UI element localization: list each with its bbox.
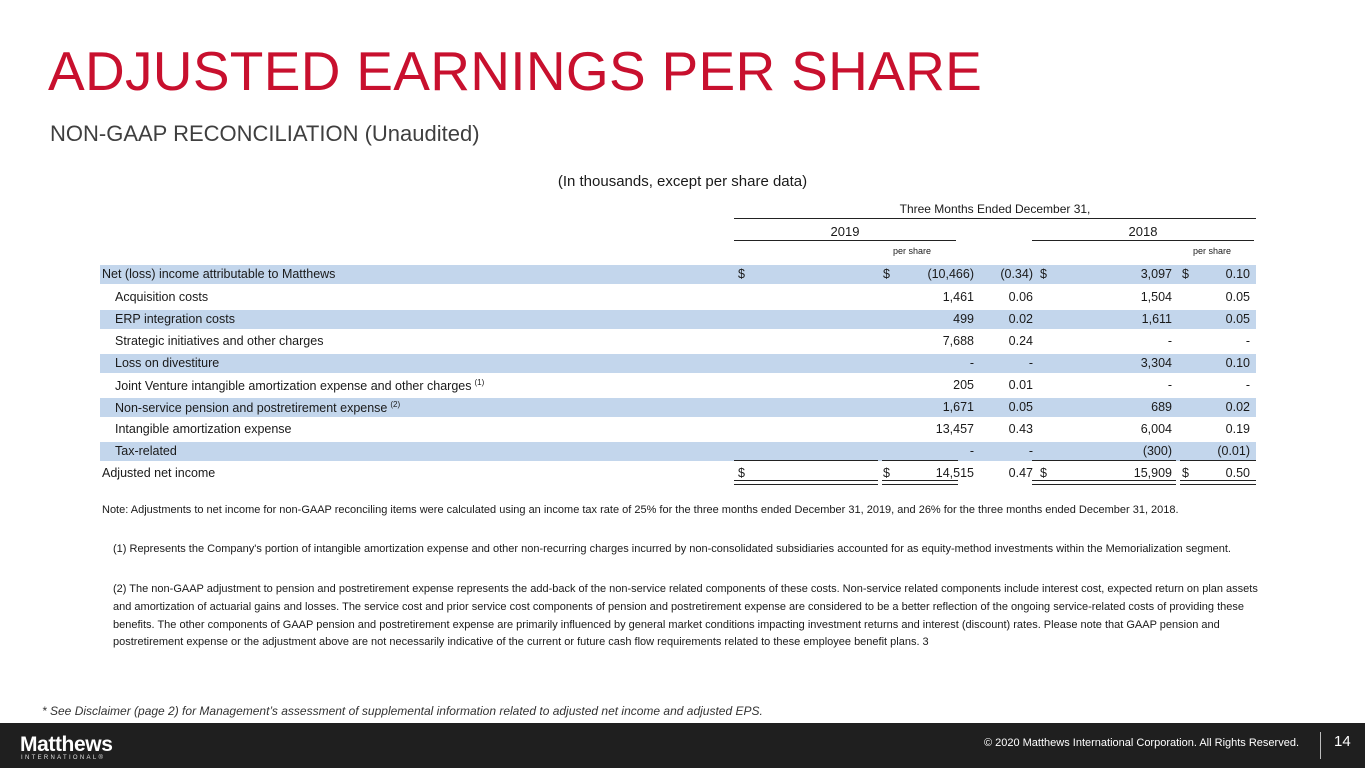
per-share-2018: 0.19 [1225, 422, 1250, 436]
row-label-text: Tax-related [115, 444, 177, 458]
per-share-2019: 0.47 [1008, 466, 1033, 480]
per-share-2018: 0.02 [1225, 400, 1250, 414]
subtotal-line-2018-per-share [1180, 460, 1256, 461]
per-share-label-2018: per share [1193, 246, 1232, 256]
per-share-2018: - [1245, 334, 1250, 348]
value-2018: - [1167, 378, 1172, 392]
per-share-2019: 0.02 [1008, 312, 1033, 326]
period-heading: Three Months Ended December 31, [899, 202, 1091, 216]
period-underline [734, 218, 1256, 219]
currency-symbol: $ [1182, 267, 1189, 281]
value-2019: 13,457 [935, 422, 974, 436]
value-2019: 205 [953, 378, 974, 392]
copyright-text: © 2020 Matthews International Corporation. All Rights Reserved. [983, 737, 1299, 749]
per-share-2019: 0.05 [1008, 400, 1033, 414]
total-double-line-2018-per-share [1180, 480, 1256, 485]
table-row [100, 288, 1256, 307]
table-row [100, 442, 1256, 461]
row-label-text: ERP integration costs [115, 312, 235, 326]
year-2018-label: 2018 [1128, 224, 1158, 239]
per-share-2018: 0.10 [1225, 356, 1250, 370]
value-2018: 3,304 [1140, 356, 1172, 370]
row-label [115, 356, 219, 370]
units-note: (In thousands, except per share data) [557, 173, 808, 190]
footnote-ref: (2) [390, 400, 401, 409]
per-share-2019: 0.06 [1008, 290, 1033, 304]
per-share-2019: 0.43 [1008, 422, 1033, 436]
row-label [115, 400, 400, 415]
row-label [115, 312, 235, 326]
row-label [115, 378, 484, 393]
value-2018: 689 [1151, 400, 1172, 414]
per-share-2019: 0.01 [1008, 378, 1033, 392]
value-2019: 1,461 [942, 290, 974, 304]
total-double-line-2018-value [1032, 480, 1176, 485]
row-label [115, 334, 323, 348]
table-row [100, 398, 1256, 417]
subtotal-line-2019-value [734, 460, 878, 461]
per-share-2019: (0.34) [1000, 267, 1033, 281]
per-share-2019: - [1028, 356, 1033, 370]
disclaimer: * See Disclaimer (page 2) for Management’s assessment of supplemental information related to adjusted net income and adjusted EPS. [42, 704, 763, 718]
value-2018: 1,504 [1140, 290, 1172, 304]
value-2018: 3,097 [1140, 267, 1172, 281]
value-2019: (10,466) [927, 267, 974, 281]
per-share-2018: 0.05 [1225, 290, 1250, 304]
table-row [100, 376, 1256, 395]
footnote-1: (1) Represents the Company's portion of intangible amortization expense and other non-recurring charges incurred by non-consolidated subsidiaries accounted for as equity-method investments within the Memorialization segment. [113, 543, 1231, 555]
currency-symbol: $ [883, 267, 890, 281]
row-label-text: Intangible amortization expense [115, 422, 292, 436]
total-double-line-2019-value [734, 480, 878, 485]
footnote-2-text: (2) The non-GAAP adjustment to pension and postretirement expense represents the add-back of the non-service related components of these costs. Non-service related components include interest cost, expected return on plan assets and amortization of actuarial gains and losses. The service cost and prior service cost components of pension and postretirement expense are considered to be a better reflection of the ongoing service-related costs of providing these benefits. The other components of GAAP pension and postretirement expense are primarily influenced by general market conditions impacting investment returns and interest (discount) rates. Please note that GAAP pension and postretirement expense or the adjustment above are not necessarily indicative of the current or future cash flow requirements related to these employee benefit plans. [113, 583, 1258, 649]
row-label-text: Adjusted net income [102, 466, 216, 480]
value-2019: 14,515 [935, 466, 974, 480]
page-subtitle: NON-GAAP RECONCILIATION (Unaudited) [50, 121, 480, 146]
value-2018: 1,611 [1141, 312, 1172, 326]
total-double-line-2019-per-share [882, 480, 958, 485]
page-title: ADJUSTED EARNINGS PER SHARE [48, 40, 983, 102]
value-2018: - [1167, 334, 1172, 348]
stray-mark: 3 [922, 636, 929, 649]
per-share-2018: (0.01) [1217, 444, 1250, 458]
row-label-text: Joint Venture intangible amortization expense and other charges [115, 379, 472, 393]
row-label [102, 267, 335, 281]
table-row [100, 420, 1256, 439]
table-row [100, 354, 1256, 373]
value-2019: - [969, 444, 974, 458]
table-row [100, 310, 1256, 329]
row-label [115, 290, 208, 304]
value-2018: (300) [1142, 444, 1172, 458]
currency-symbol: $ [883, 466, 890, 480]
subtotal-line-2019-per-share [882, 460, 958, 461]
row-label [115, 444, 177, 458]
row-label-text: Acquisition costs [115, 290, 209, 304]
currency-symbol: $ [1040, 267, 1047, 281]
value-2019: 499 [953, 312, 974, 326]
per-share-2018: - [1245, 378, 1250, 392]
currency-symbol: $ [1040, 466, 1047, 480]
footnote-2 [113, 581, 1258, 652]
footer-divider [1320, 732, 1321, 759]
value-2019: 7,688 [942, 334, 974, 348]
value-2019: - [969, 356, 974, 370]
matthews-logo: Matthews [20, 733, 113, 756]
subtotal-line-2018-value [1032, 460, 1176, 461]
value-2018: 6,004 [1140, 422, 1172, 436]
note-main: Note: Adjustments to net income for non-GAAP reconciling items were calculated using an income tax rate of 25% for the three months ended December 31, 2019, and 26% for the three months ended December 31, 2018. [102, 504, 1179, 516]
footer-bar [0, 723, 1365, 768]
row-label [102, 466, 215, 480]
row-label-text: Loss on divestiture [115, 356, 220, 370]
value-2018: 15,909 [1133, 466, 1172, 480]
year-2019-label: 2019 [830, 224, 860, 239]
per-share-2018: 0.50 [1225, 466, 1250, 480]
row-label-text: Non-service pension and postretirement expense [115, 401, 388, 415]
currency-symbol: $ [738, 466, 745, 480]
currency-symbol: $ [738, 267, 745, 281]
year-2018-underline [1032, 240, 1254, 241]
row-label [115, 422, 292, 436]
matthews-logo-subtext: INTERNATIONAL® [21, 755, 106, 761]
footnote-ref: (1) [474, 378, 485, 387]
per-share-2019: - [1028, 444, 1033, 458]
row-label-text: Net (loss) income attributable to Matthews [102, 267, 336, 281]
per-share-2019: 0.24 [1008, 334, 1033, 348]
year-2019-underline [734, 240, 956, 241]
table-row [100, 332, 1256, 351]
row-label-text: Strategic initiatives and other charges [115, 334, 324, 348]
per-share-2018: 0.05 [1225, 312, 1250, 326]
per-share-label-2019: per share [893, 246, 932, 256]
page-number: 14 [1334, 733, 1351, 750]
currency-symbol: $ [1182, 466, 1189, 480]
per-share-2018: 0.10 [1225, 267, 1250, 281]
table-row [100, 265, 1256, 284]
value-2019: 1,671 [942, 400, 974, 414]
